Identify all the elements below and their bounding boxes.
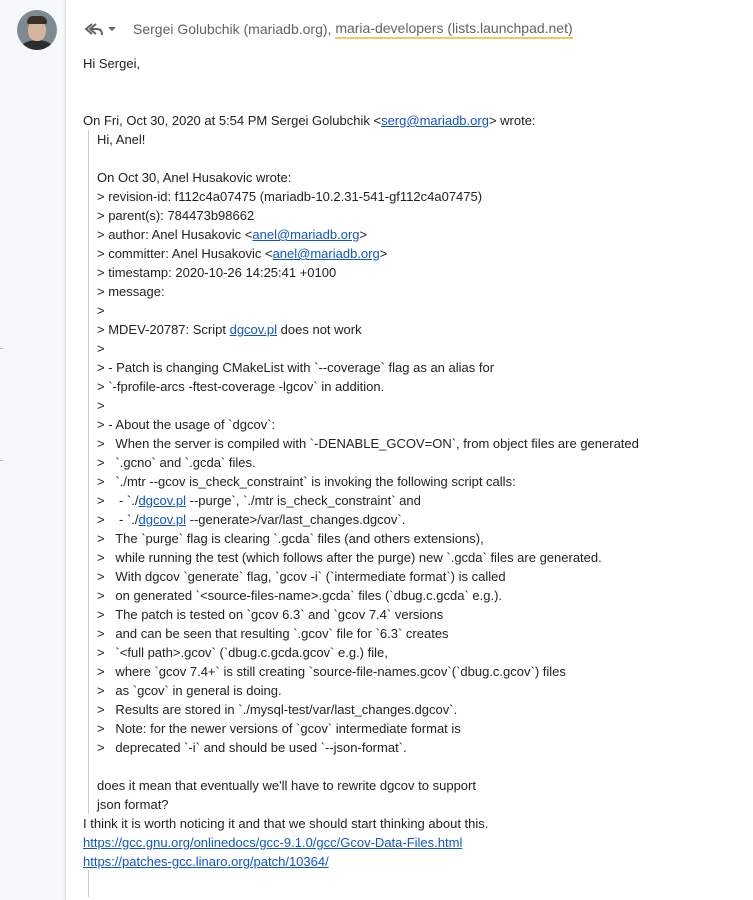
quote-line: > `./mtr --gcov is_check_constraint` is invoking the following script calls: xyxy=(97,474,516,489)
avatar[interactable] xyxy=(17,10,57,50)
quote-line: > as `gcov` in general is doing. xyxy=(97,683,282,698)
quote-line: json format? xyxy=(97,797,169,812)
quote-line: > Results are stored in `./mysql-test/var/last_changes.dgcov`. xyxy=(97,702,458,717)
recipient-list[interactable]: maria-developers (lists.launchpad.net) xyxy=(335,20,572,39)
sender-name[interactable]: Sergei Golubchik (mariadb.org) xyxy=(133,21,328,37)
quote-line: > committer: Anel Husakovic <anel@mariadb.org> xyxy=(97,246,388,261)
greeting: Hi Sergei, xyxy=(83,56,141,71)
quoted-block xyxy=(88,130,639,814)
quote-line: > timestamp: 2020-10-26 14:25:41 +0100 xyxy=(97,265,337,280)
dgcov-link[interactable]: dgcov.pl xyxy=(138,493,187,508)
quote-line: > The patch is tested on `gcov 6.3` and `gcov 7.4` versions xyxy=(97,607,444,622)
quote-line: Hi, Anel! xyxy=(97,132,146,147)
quote-line: > deprecated `-i` and should be used `--json-format`. xyxy=(97,740,407,755)
quote-line: > - `./dgcov.pl --purge`, `./mtr is_check_constraint` and xyxy=(97,493,421,508)
quote-line: > MDEV-20787: Script dgcov.pl does not work xyxy=(97,322,362,337)
dgcov-link[interactable]: dgcov.pl xyxy=(229,322,278,337)
quote-line: > `.gcno` and `.gcda` files. xyxy=(97,455,256,470)
quote-line: > author: Anel Husakovic <anel@mariadb.org> xyxy=(97,227,368,242)
quote-line: > With dgcov `generate` flag, `gcov -i` (`intermediate format`) is called xyxy=(97,569,506,584)
quote-line: > message: xyxy=(97,284,165,299)
quote-line: > xyxy=(97,341,105,356)
message-body xyxy=(83,54,639,871)
quote-attribution: On Fri, Oct 30, 2020 at 5:54 PM Sergei Golubchik <serg@mariadb.org> wrote: xyxy=(83,113,536,128)
quote-line: > while running the test (which follows after the purge) new `.gcda` files are generated. xyxy=(97,550,602,565)
quote-line: > Note: for the newer versions of `gcov` intermediate format is xyxy=(97,721,461,736)
quote-line: > `<full path>.gcov` (`dbug.c.gcda.gcov` e.g.) file, xyxy=(97,645,388,660)
dgcov-link[interactable]: dgcov.pl xyxy=(138,512,187,527)
quote-line: > on generated `<source-files-name>.gcda` files (`dbug.c.gcda` e.g.). xyxy=(97,588,503,603)
quote-line: > When the server is compiled with `-DENABLE_GCOV=ON`, from object files are generated xyxy=(97,436,639,451)
quote-line: > - `./dgcov.pl --generate>/var/last_changes.dgcov`. xyxy=(97,512,406,527)
quote-line: > parent(s): 784473b98662 xyxy=(97,208,255,223)
message-header xyxy=(83,18,573,40)
quote-line: > - Patch is changing CMakeList with `--coverage` flag as an alias for xyxy=(97,360,495,375)
chevron-down-icon[interactable] xyxy=(107,24,117,34)
gcc-docs-link[interactable]: https://gcc.gnu.org/onlinedocs/gcc-9.1.0/gcc/Gcov-Data-Files.html xyxy=(83,835,463,850)
quote-line: > where `gcov 7.4+` is still creating `source-file-names.gcov`(`dbug.c.gcov`) files xyxy=(97,664,566,679)
email-link[interactable]: anel@mariadb.org xyxy=(252,227,360,242)
quote-line: > and can be seen that resulting `.gcov` file for `6.3` creates xyxy=(97,626,449,641)
email-link[interactable]: anel@mariadb.org xyxy=(272,246,380,261)
reference-link-row xyxy=(83,833,639,852)
reply-text: I think it is worth noticing it and that we should start thinking about this. xyxy=(83,816,489,831)
email-link[interactable]: serg@mariadb.org xyxy=(381,113,489,128)
quote-line: > The `purge` flag is clearing `.gcda` files (and others extensions), xyxy=(97,531,484,546)
quote-line: > `-fprofile-arcs -ftest-coverage -lgcov` in addition. xyxy=(97,379,385,394)
quote-line: does it mean that eventually we'll have to rewrite dgcov to support xyxy=(97,778,476,793)
quote-trail-bar xyxy=(88,870,89,897)
reply-all-icon[interactable] xyxy=(83,21,103,37)
reference-link-row xyxy=(83,852,639,871)
recipient-separator: , xyxy=(327,21,332,37)
linaro-patch-link[interactable]: https://patches-gcc.linaro.org/patch/10364/ xyxy=(83,854,329,869)
left-edge-marks xyxy=(0,0,10,897)
quote-line: On Oct 30, Anel Husakovic wrote: xyxy=(97,170,292,185)
quote-line: > xyxy=(97,398,105,413)
quote-line: > revision-id: f112c4a07475 (mariadb-10.2.31-541-gf112c4a07475) xyxy=(97,189,483,204)
quote-line: > - About the usage of `dgcov`: xyxy=(97,417,276,432)
quote-line: > xyxy=(97,303,105,318)
